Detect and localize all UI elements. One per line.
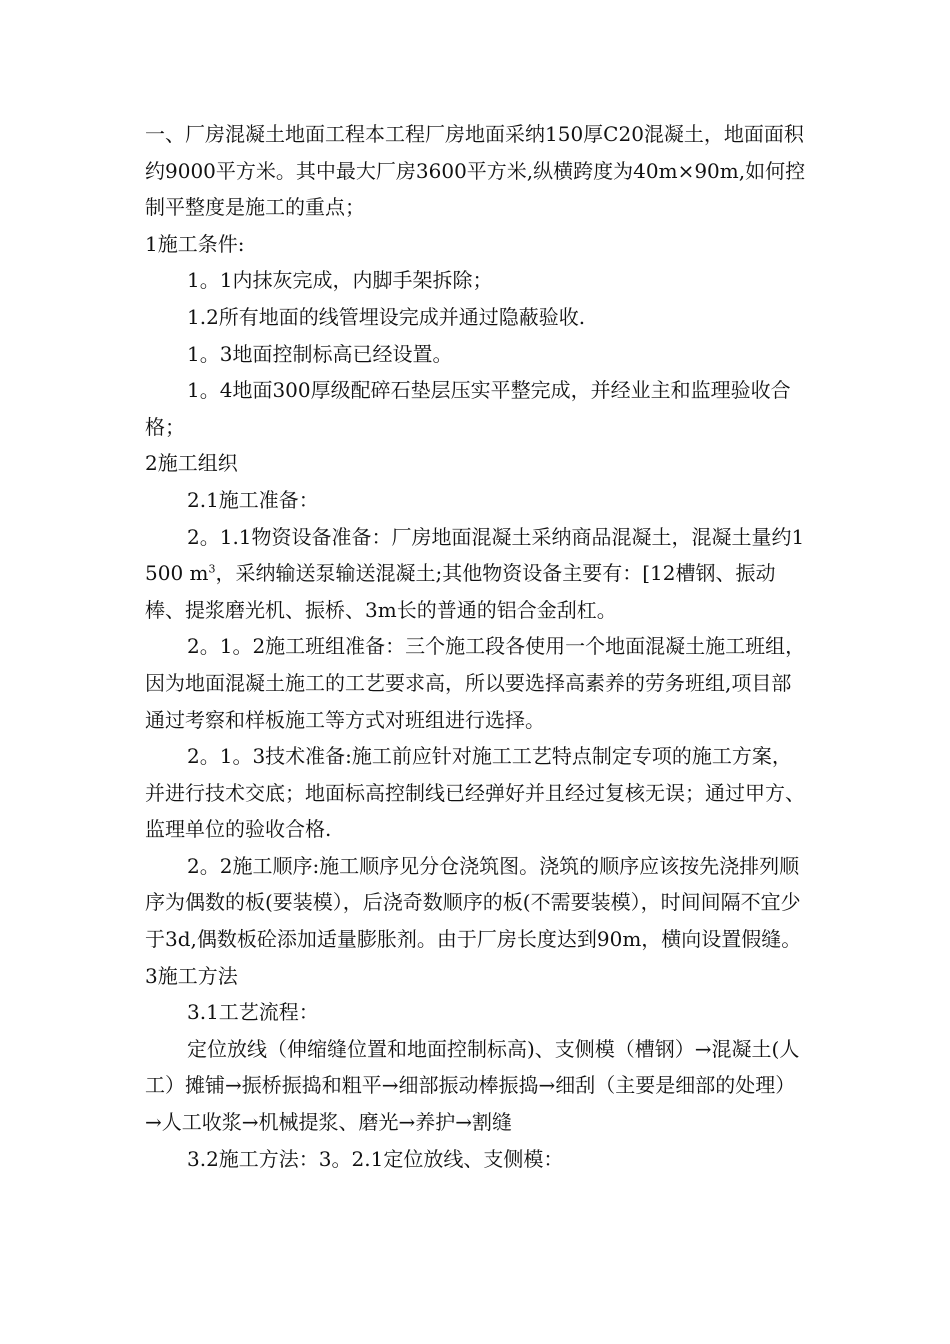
document-body (145, 116, 810, 1177)
paragraph-1-1: 1。1内抹灰完成，内脚手架拆除； (187, 268, 493, 293)
paragraph-3-2: 3.2施工方法：3。2.1定位放线、支侧模： (187, 1146, 564, 1171)
heading-construction-method: 3施工方法 (145, 963, 238, 988)
paragraph-intro: 一、厂房混凝土地面工程本工程厂房地面采纳150厚C20混凝土，地面面积约9000平方米。其中最大厂房3600平方米,纵横跨度为40m×90m,如何控制平整度是施工的重点； (145, 122, 806, 220)
paragraph-2-1-2: 2。1。2施工班组准备：三个施工段各使用一个地面混凝土施工班组，因为地面混凝土施工的工艺要求高，所以要选择高素养的劳务班组,项目部通过考察和样板施工等方式对班组进行选择。 (145, 634, 806, 732)
paragraph-2-1-3: 2。1。3技术准备:施工前应针对施工工艺特点制定专项的施工方案，并进行技术交底；地面标高控制线已经弹好并且经过复核无误；通过甲方、监理单位的验收合格. (145, 744, 805, 842)
superscript-cubic: 3 (208, 562, 216, 576)
heading-construction-conditions: 1施工条件: (145, 231, 245, 256)
paragraph-3-1: 3.1工艺流程： (187, 1000, 319, 1025)
heading-construction-organization: 2施工组织 (145, 451, 238, 476)
paragraph-2-1-1 (145, 519, 810, 629)
paragraph-process-flow: 定位放线（伸缩缝位置和地面控制标高)、支侧模（槽钢）→混凝土(人工）摊铺→振桥振捣和粗平→细部振动棒振捣→细刮（主要是细部的处理）→人工收浆→机械提浆、磨光→养护→割缝 (145, 1036, 800, 1135)
paragraph-2-1: 2.1施工准备： (187, 487, 319, 512)
paragraph-1-2: 1.2所有地面的线管埋设完成并通过隐蔽验收. (187, 304, 586, 329)
paragraph-2-1-1-part-b: ，采纳输送泵输送混凝土;其他物资设备主要有：[12槽钢、振动棒、提浆磨光机、振桥、3m长的普通的铝合金刮杠。 (145, 561, 776, 622)
paragraph-1-3: 1。3地面控制标高已经设置。 (187, 341, 453, 366)
paragraph-2-1-1-part-a: 2。1.1物资设备准备：厂房地面混凝土采纳商品混凝土，混凝土量约1500 m (145, 524, 805, 586)
paragraph-2-2: 2。2施工顺序:施工顺序见分仓浇筑图。浇筑的顺序应该按先浇排列顺序为偶数的板(要装模），后浇奇数顺序的板(不需要装模），时间间隔不宜少于3d,偶数板砼添加适量膨胀剂。由于厂房长度达到90m，横向设置假缝。 (145, 853, 802, 952)
paragraph-1-4: 1。4地面300厚级配碎石垫层压实平整完成，并经业主和监理验收合格； (145, 378, 791, 439)
